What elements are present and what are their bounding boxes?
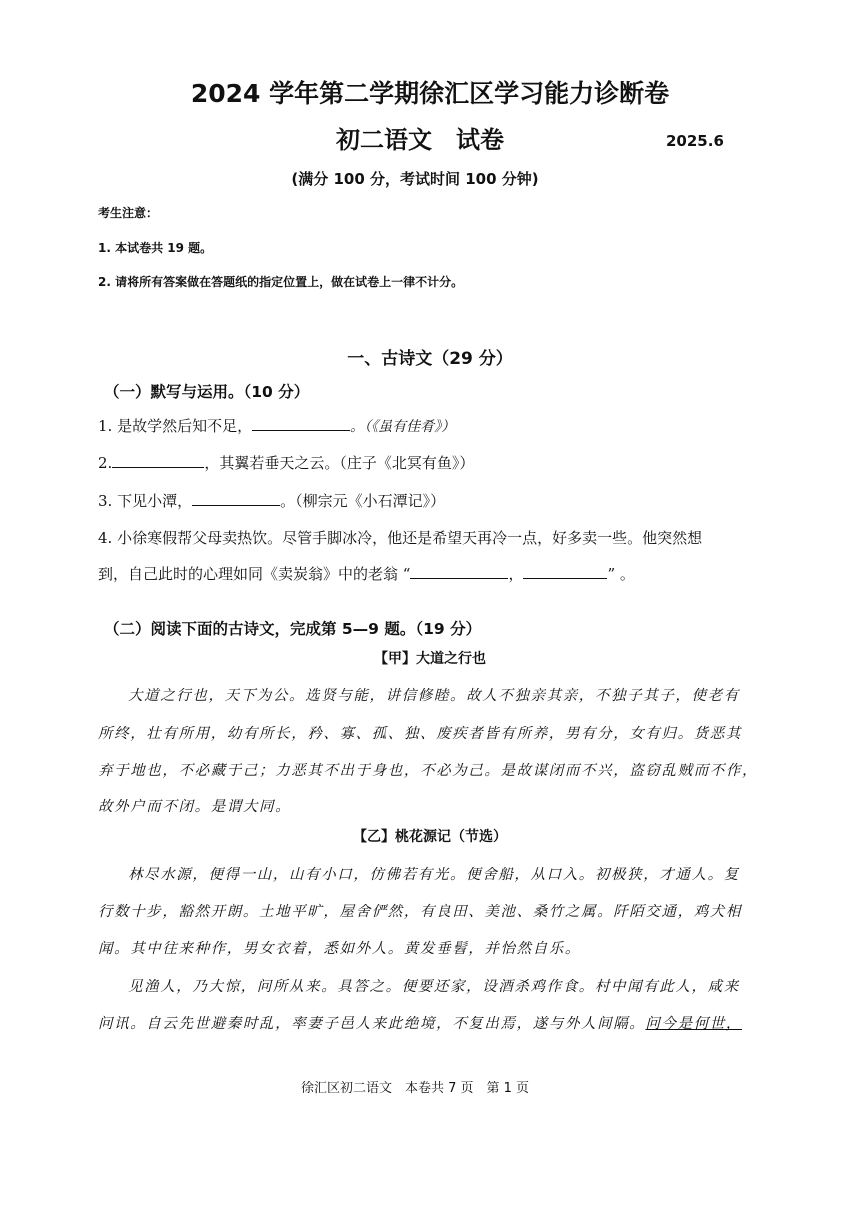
- notice-item-1: 1. 本试卷共 19 题。: [98, 241, 213, 255]
- question-4-line-1: 4. 小徐寒假帮父母卖热饮。尽管手脚冰冷，他还是希望天再冷一点，好多卖一些。他突然想: [98, 529, 703, 547]
- question-3: [98, 490, 445, 511]
- passage-b-title: 【乙】桃花源记（节选）: [353, 829, 507, 845]
- passage-b-text: 问讯。自云先世避秦时乱，率妻子邑人来此绝境，不复出焉，遂与外人间隔。: [98, 1016, 646, 1032]
- section-title: 一、古诗文（29 分）: [347, 349, 513, 369]
- notice-label: 考生注意：: [98, 206, 159, 220]
- passage-b-line: 林尽水源，便得一山，山有小口，仿佛若有光。便舍船，从口入。初极狭，才通人。复: [128, 867, 740, 883]
- passage-b-line: 闻。其中往来种作，男女衣着，悉如外人。黄发垂髫，并怡然自乐。: [98, 941, 581, 957]
- exam-date: 2025.6: [666, 132, 724, 150]
- passage-a-line: 故外户而不闭。是谓大同。: [98, 799, 292, 815]
- question-2-text: ，其翼若垂天之云。（庄子《北冥有鱼》）: [204, 454, 475, 472]
- question-3-text: 3. 下见小潭，: [98, 492, 193, 510]
- passage-a-line: 弃于地也，不必藏于己；力恶其不出于身也，不必为己。是故谋闭而不兴，盗窃乱贼而不作，: [98, 763, 759, 779]
- question-1-source: 。（《虽有佳肴》）: [350, 419, 456, 435]
- underlined-phrase: 问今是何世，: [645, 1016, 743, 1032]
- question-1: [98, 415, 455, 436]
- answer-blank: [410, 564, 508, 579]
- passage-a-title: 【甲】大道之行也: [374, 651, 486, 667]
- question-2-number: 2.: [98, 454, 113, 472]
- passage-a-line: 大道之行也，天下为公。选贤与能，讲信修睦。故人不独亲其亲，不独子其子，使老有: [128, 688, 740, 704]
- answer-blank: [252, 416, 350, 431]
- question-4-comma: ，: [508, 565, 524, 583]
- question-2: [98, 452, 474, 473]
- passage-a-line: 所终，壮有所用，幼有所长，矜、寡、孤、独、废疾者皆有所养，男有分，女有归。货恶其: [98, 726, 742, 742]
- passage-b-line: 行数十步，豁然开朗。土地平旷，屋舍俨然，有良田、美池、桑竹之属。阡陌交通，鸡犬相: [98, 904, 742, 920]
- notice-item-2: 2. 请将所有答案做在答题纸的指定位置上，做在试卷上一律不计分。: [98, 275, 464, 289]
- question-4-end: ” 。: [607, 565, 635, 583]
- passage-b-line: [98, 1012, 742, 1033]
- answer-blank: [112, 453, 204, 468]
- question-4-text: 到，自己此时的心理如同《卖炭翁》中的老翁 “: [98, 565, 411, 583]
- passage-b-line: 见渔人，乃大惊，问所从来。具答之。便要还家，设酒杀鸡作食。村中闻有此人，咸来: [128, 979, 740, 995]
- page-footer: 徐汇区初二语文 本卷共 7 页 第 1 页: [300, 1081, 530, 1096]
- part2-title: （二）阅读下面的古诗文，完成第 5—9 题。（19 分）: [104, 620, 482, 638]
- exam-subtitle: 初二语文 试卷: [336, 126, 504, 154]
- question-3-source: 。（柳宗元《小石潭记》）: [280, 492, 446, 510]
- score-info: (满分 100 分，考试时间 100 分钟): [291, 170, 539, 188]
- answer-blank: [192, 491, 280, 506]
- question-4-line-2: [98, 563, 635, 584]
- exam-title: 2024 学年第二学期徐汇区学习能力诊断卷: [190, 79, 670, 108]
- part1-title: （一）默写与运用。（10 分）: [104, 383, 310, 401]
- answer-blank: [523, 564, 607, 579]
- question-1-text: 1. 是故学然后知不足，: [98, 417, 253, 435]
